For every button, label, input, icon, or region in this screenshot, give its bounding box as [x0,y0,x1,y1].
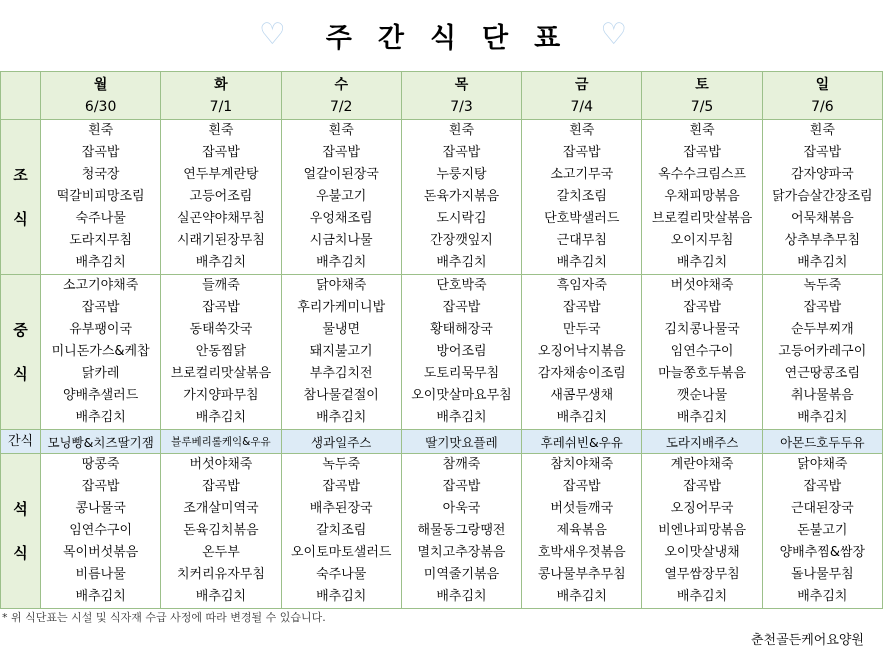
menu-item: 잡곡밥 [202,145,240,160]
menu-item: 흰죽 [689,123,715,138]
menu-item: 배추김치 [676,410,728,425]
menu-item: 돈육가지볶음 [423,189,500,204]
menu-item: 잡곡밥 [683,479,721,494]
menu-item: 조개살미역국 [183,501,259,516]
day-header [161,72,281,120]
menu-item: 닭야채죽 [316,278,367,293]
menu-item: 온두부 [202,545,240,560]
breakfast-cell [281,120,401,275]
meal-label-char: 식 [13,365,28,383]
day-header [762,72,882,120]
menu-item: 브로컬리맛살볶음 [651,211,753,226]
menu-item: 버섯들깨국 [550,501,614,516]
menu-item: 소고기야채죽 [62,278,139,293]
menu-item: 상추부추무침 [784,233,861,248]
menu-item: 돈육김치볶음 [183,523,259,538]
menu-item: 깻순나물 [676,388,728,403]
menu-item: 돼지불고기 [309,344,373,359]
menu-item: 배추김치 [797,410,848,425]
menu-item: 감자채송이조림 [537,366,626,381]
menu-item: 우불고기 [316,189,367,204]
day-header [281,72,401,120]
menu-item: 흑임자죽 [556,278,607,293]
menu-item: 근대무침 [556,233,607,248]
menu-item: 배추김치 [195,410,247,425]
menu-item: 잡곡밥 [562,479,601,494]
lunch-cell [281,275,401,430]
menu-item: 참나물겉절이 [303,388,379,403]
lunch-cell [642,275,762,430]
day-name: 토 [695,76,709,93]
menu-item: 안동찜닭 [195,344,247,359]
weekly-menu-table [0,71,883,609]
menu-item: 흰죽 [328,123,354,138]
menu-item: 순두부찌개 [790,322,854,337]
snack-row [1,430,883,454]
menu-item: 갈치조림 [556,189,607,204]
dinner-row [1,454,883,609]
menu-item: 시래기된장무침 [176,233,265,248]
menu-item: 배추김치 [316,410,367,425]
menu-item: 닭야채죽 [797,457,848,472]
menu-item: 소고기무국 [550,167,614,182]
menu-item: 미니돈가스&케찹 [51,344,150,359]
menu-item: 단호박샐러드 [544,211,620,226]
menu-item: 열무쌈장무침 [664,567,740,582]
dinner-cell [401,454,521,609]
menu-item: 잡곡밥 [803,479,842,494]
menu-item: 브로컬리맛살볶음 [170,366,272,381]
breakfast-cell [401,120,521,275]
menu-item: 갈치조림 [316,523,367,538]
title-row [0,0,886,70]
menu-item: 임연수구이 [69,523,133,538]
menu-item: 근대된장국 [790,501,854,516]
meal-label-char: 식 [13,210,28,228]
menu-item: 방어조림 [436,344,487,359]
menu-item: 배추김치 [316,255,367,270]
breakfast-cell [41,120,161,275]
breakfast-label [1,120,41,275]
menu-item: 참치야채죽 [550,457,614,472]
day-name: 일 [815,76,830,93]
day-name: 월 [93,76,108,93]
menu-item: 잡곡밥 [683,145,721,160]
menu-item: 황태해장국 [430,322,493,337]
day-date: 7/4 [570,98,594,115]
menu-item: 도라지무침 [69,233,133,248]
day-date: 6/30 [84,98,117,115]
menu-item: 흰죽 [809,123,835,138]
menu-item: 참깨죽 [442,457,481,472]
menu-item: 새콤무생채 [550,388,614,403]
dinner-cell [762,454,882,609]
menu-item: 배추김치 [676,255,728,270]
menu-item: 땅콩죽 [81,457,120,472]
menu-item: 제육볶음 [556,523,607,538]
corner-cell [1,72,41,120]
menu-item: 잡곡밥 [442,145,481,160]
menu-item: 오이맛살냉채 [664,545,740,560]
menu-item: 김치콩나물국 [664,322,740,337]
menu-item: 잡곡밥 [81,300,120,315]
menu-item: 취나물볶음 [790,388,854,403]
menu-item: 흰죽 [88,123,114,138]
menu-item: 배추김치 [436,410,487,425]
menu-item: 부추김치전 [309,366,373,381]
menu-item: 잡곡밥 [442,300,481,315]
menu-item: 잡곡밥 [202,479,240,494]
menu-item: 유부팽이국 [69,322,133,337]
menu-item: 양배추샐러드 [62,388,139,403]
menu-item: 배추김치 [436,589,487,604]
breakfast-cell [522,120,642,275]
menu-item: 잡곡밥 [562,300,601,315]
menu-item: 양배추찜&쌈장 [779,545,866,560]
menu-item: 오이맛살마요무침 [411,388,512,403]
meal-label-char: 중 [13,321,28,339]
menu-item: 배추김치 [75,255,126,270]
menu-item: 우채피망볶음 [664,189,740,204]
day-name: 목 [454,76,469,93]
meal-label-char: 식 [13,544,28,562]
menu-item: 배추김치 [75,410,126,425]
lunch-cell [762,275,882,430]
menu-item: 감자양파국 [790,167,854,182]
menu-item: 닭카레 [81,366,120,381]
menu-item: 오이지무침 [670,233,734,248]
day-date: 7/3 [450,98,473,115]
breakfast-row [1,120,883,275]
menu-item: 콩나물국 [75,501,126,516]
menu-item: 오이토마토샐러드 [290,545,392,560]
menu-item: 배추된장국 [309,501,373,516]
meal-label-char: 석 [13,500,28,518]
menu-item: 흰죽 [208,123,234,138]
menu-item: 마늘쫑호두볶음 [658,366,746,381]
menu-item: 아욱국 [442,501,481,516]
menu-item: 돈불고기 [797,523,848,538]
day-date: 7/5 [690,98,714,115]
day-header-row [1,72,883,120]
breakfast-cell [762,120,882,275]
menu-item: 만두국 [562,322,601,337]
dinner-cell [642,454,762,609]
menu-item: 시금치나물 [309,233,373,248]
menu-item: 오징어무국 [670,501,734,516]
snack-cell: 후레쉬빈&우유 [522,430,642,454]
menu-item: 도시락김 [436,211,487,226]
heart-right-icon: ♡ [600,17,628,52]
heart-left-icon: ♡ [258,17,286,52]
menu-item: 잡곡밥 [683,300,721,315]
menu-item: 목이버섯볶음 [62,545,139,560]
dinner-cell [522,454,642,609]
menu-item: 청국장 [81,167,120,182]
menu-item: 잡곡밥 [322,479,361,494]
menu-item: 녹두죽 [322,457,361,472]
menu-item: 돌나물무침 [790,567,854,582]
menu-item: 잡곡밥 [322,145,361,160]
menu-item: 배추김치 [436,255,487,270]
menu-item: 잡곡밥 [81,479,120,494]
menu-item: 배추김치 [195,589,247,604]
dinner-cell [41,454,161,609]
menu-item: 고등어카레구이 [778,344,867,359]
menu-item: 실곤약야채무침 [176,211,265,226]
menu-item: 어묵채볶음 [790,211,854,226]
menu-item: 우엉채조림 [309,211,373,226]
menu-item: 닭가슴살간장조림 [772,189,873,204]
menu-item: 치커리유자무침 [176,567,265,582]
meal-label-char: 조 [13,166,28,184]
menu-item: 흰죽 [569,123,595,138]
menu-item: 도토리묵무침 [423,366,500,381]
lunch-cell [522,275,642,430]
menu-item: 콩나물부추무침 [537,567,626,582]
menu-item: 잡곡밥 [202,300,240,315]
menu-item: 미역줄기볶음 [423,567,500,582]
menu-item: 버섯야채죽 [189,457,253,472]
menu-item: 연두부계란탕 [183,167,259,182]
menu-item: 계란야채죽 [670,457,734,472]
menu-item: 간장깻잎지 [430,233,493,248]
day-header [522,72,642,120]
day-name: 수 [334,76,348,93]
lunch-label [1,275,41,430]
day-header [41,72,161,120]
menu-item: 배추김치 [797,589,848,604]
day-name: 금 [575,76,589,93]
menu-item: 흰죽 [448,123,475,138]
menu-item: 배추김치 [556,410,607,425]
menu-item: 배추김치 [75,589,126,604]
menu-item: 비엔나피망볶음 [658,523,746,538]
lunch-row [1,275,883,430]
day-header [642,72,762,120]
menu-item: 연근땅콩조림 [784,366,861,381]
menu-item: 배추김치 [556,255,607,270]
snack-cell: 아몬드호두두유 [762,430,882,454]
menu-item: 잡곡밥 [803,300,842,315]
menu-item: 멸치고추장볶음 [417,545,506,560]
menu-item: 배추김치 [797,255,848,270]
snack-cell: 딸기맛요플레 [401,430,521,454]
lunch-cell [161,275,281,430]
menu-item: 잡곡밥 [81,145,120,160]
menu-item: 오징어낙지볶음 [537,344,626,359]
menu-item: 옥수수크림스프 [658,167,746,182]
snack-cell: 도라지배주스 [642,430,762,454]
menu-item: 잡곡밥 [803,145,842,160]
breakfast-cell [161,120,281,275]
page-title: 주간식단표 [325,22,587,54]
menu-item: 배추김치 [556,589,607,604]
menu-item: 가지양파무침 [183,388,259,403]
organization-name: 춘천골든케어요양원 [750,633,864,648]
menu-item: 누룽지탕 [436,167,487,182]
menu-item: 배추김치 [676,589,728,604]
menu-item: 숙주나물 [316,567,367,582]
snack-cell: 생과일주스 [281,430,401,454]
menu-item: 얼갈이된장국 [303,167,379,182]
menu-item: 동태쑥갓국 [189,322,253,337]
breakfast-cell [642,120,762,275]
menu-item: 후리가케미니밥 [297,300,386,315]
menu-item: 버섯야채죽 [670,278,734,293]
menu-item: 잡곡밥 [562,145,601,160]
dinner-cell [281,454,401,609]
lunch-cell [41,275,161,430]
menu-item: 단호박죽 [436,278,487,293]
dinner-cell [161,454,281,609]
menu-item: 떡갈비피망조림 [56,189,145,204]
menu-item: 녹두죽 [803,278,842,293]
snack-label: 간식 [1,430,41,454]
menu-item: 고등어조림 [189,189,253,204]
day-header [401,72,521,120]
menu-item: 물냉면 [322,322,361,337]
day-date: 7/2 [329,98,353,115]
menu-item: 잡곡밥 [442,479,481,494]
footnote: * 위 식단표는 시설 및 식자재 수급 사정에 따라 변경될 수 있습니다. [2,611,326,624]
menu-item: 들깨죽 [202,278,240,293]
snack-cell: 모닝빵&치즈딸기잼 [41,430,161,454]
menu-item: 배추김치 [195,255,247,270]
menu-item: 비름나물 [75,567,126,582]
day-date: 7/6 [811,98,834,115]
snack-cell: 블루베리롤케익&우유 [161,430,281,454]
menu-item: 호박새우젓볶음 [537,545,626,560]
dinner-label [1,454,41,609]
menu-item: 숙주나물 [75,211,126,226]
menu-item: 임연수구이 [670,344,734,359]
day-date: 7/1 [209,98,233,115]
menu-item: 배추김치 [316,589,367,604]
lunch-cell [401,275,521,430]
day-name: 화 [214,76,228,93]
menu-item: 해물동그랑땡전 [417,523,506,538]
